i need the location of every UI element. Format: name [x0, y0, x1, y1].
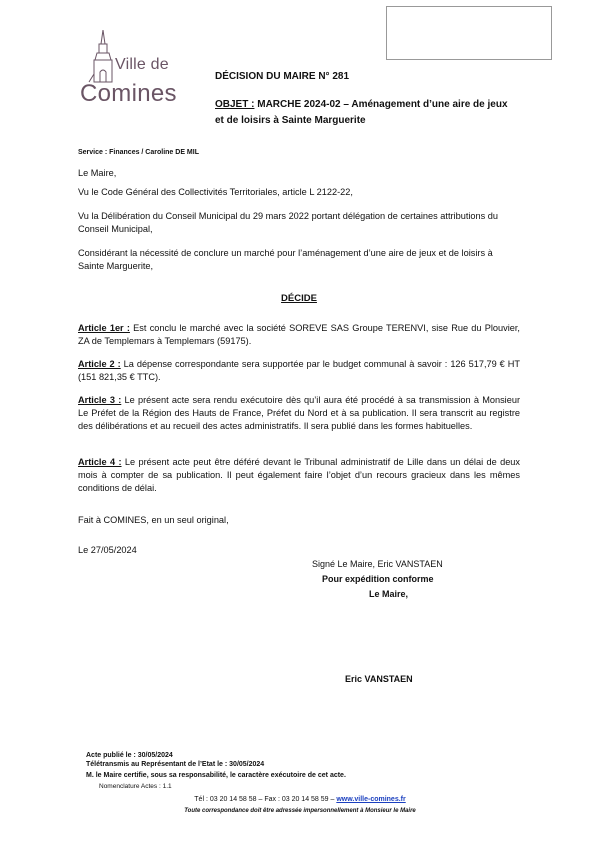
article-text: La dépense correspondante sera supportée par le budget communal à savoir : 126 517,79 € HT (151 821,35 € TTC).: [78, 359, 520, 382]
stamp-box: [386, 6, 552, 60]
article-1: [78, 322, 520, 348]
certification-text: M. le Maire certifie, sous sa responsabilité, le caractère exécutoire de cet acte.: [86, 772, 346, 779]
logo-comines-text: Comines: [80, 80, 177, 107]
article-4: [78, 456, 520, 495]
decision-object: [215, 97, 515, 129]
expedition-line: Pour expédition conforme: [322, 574, 434, 584]
article-label: Article 2 :: [78, 359, 121, 369]
article-label: Article 1er :: [78, 323, 130, 333]
objet-text: MARCHE 2024-02 – Aménagement d’une aire de jeux et de loisirs à Sainte Marguerite: [215, 99, 508, 126]
article-text: Est conclu le marché avec la société SOREVE SAS Groupe TERENVI, sise Rue du Plouvier, ZA de Templemars à Templemars (59175).: [78, 323, 520, 346]
le-maire-line: Le Maire,: [369, 589, 409, 599]
article-label: Article 4 :: [78, 457, 122, 467]
service-line: Service : Finances / Caroline DE MIL: [78, 149, 199, 156]
phone-fax-text: Tél : 03 20 14 58 58 – Fax : 03 20 14 58 59 –: [194, 796, 337, 803]
decision-title: DÉCISION DU MAIRE N° 281: [215, 71, 350, 82]
article-text: Le présent acte sera rendu exécutoire dès qu’il aura été procédé à sa transmission à Monsieur Le Préfet de la Région des Hauts de France, Préfet du Nord et à sa publication. Il sera transcrit au registre des délibérations et au recueil des actes administratifs. Il sera publié dans les formes habituelles.: [78, 395, 521, 431]
article-label: Article 3 :: [78, 395, 122, 405]
transmitted-date: Télétransmis au Représentant de l’Etat le : 30/05/2024: [86, 761, 265, 768]
website-link[interactable]: www.ville-comines.fr: [336, 796, 406, 803]
city-logo: [78, 30, 196, 112]
vu-code-text: Vu le Code Général des Collectivités Territoriales, article L 2122-22,: [78, 187, 353, 197]
signatory-name: Eric VANSTAEN: [345, 674, 413, 684]
contact-line: [120, 796, 480, 803]
decide-heading: DÉCIDE: [281, 293, 317, 304]
published-date: Acte publié le : 30/05/2024: [86, 752, 173, 759]
article-3: [78, 394, 520, 433]
article-2: [78, 358, 520, 384]
signed-line: Signé Le Maire, Eric VANSTAEN: [312, 559, 443, 569]
correspondence-note: Toute correspondance doit être adressée impersonnellement à Monsieur le Maire: [184, 808, 416, 814]
article-text: Le présent acte peut être déféré devant le Tribunal administratif de Lille dans un délai de deux mois à compter de sa publication. Il peut également faire l’objet d’un recours gracieux dans les mêmes conditions de délai.: [78, 457, 521, 493]
objet-label: OBJET :: [215, 99, 255, 110]
intro-text: Le Maire,: [78, 168, 117, 178]
nomenclature-text: Nomenclature Actes : 1.1: [99, 783, 172, 790]
fait-a-text: Fait à COMINES, en un seul original,: [78, 515, 229, 525]
considerant-text: Considérant la nécessité de conclure un marché pour l’aménagement d’une aire de jeux et de loisirs à Sainte Marguerite,: [78, 248, 493, 271]
date-text: Le 27/05/2024: [78, 545, 137, 555]
vu-deliberation-text: Vu la Délibération du Conseil Municipal du 29 mars 2022 portant délégation de certaines attributions du Conseil Municipal,: [78, 211, 498, 234]
logo-ville-text: Ville de: [115, 56, 169, 73]
church-steeple-icon: [88, 30, 118, 86]
